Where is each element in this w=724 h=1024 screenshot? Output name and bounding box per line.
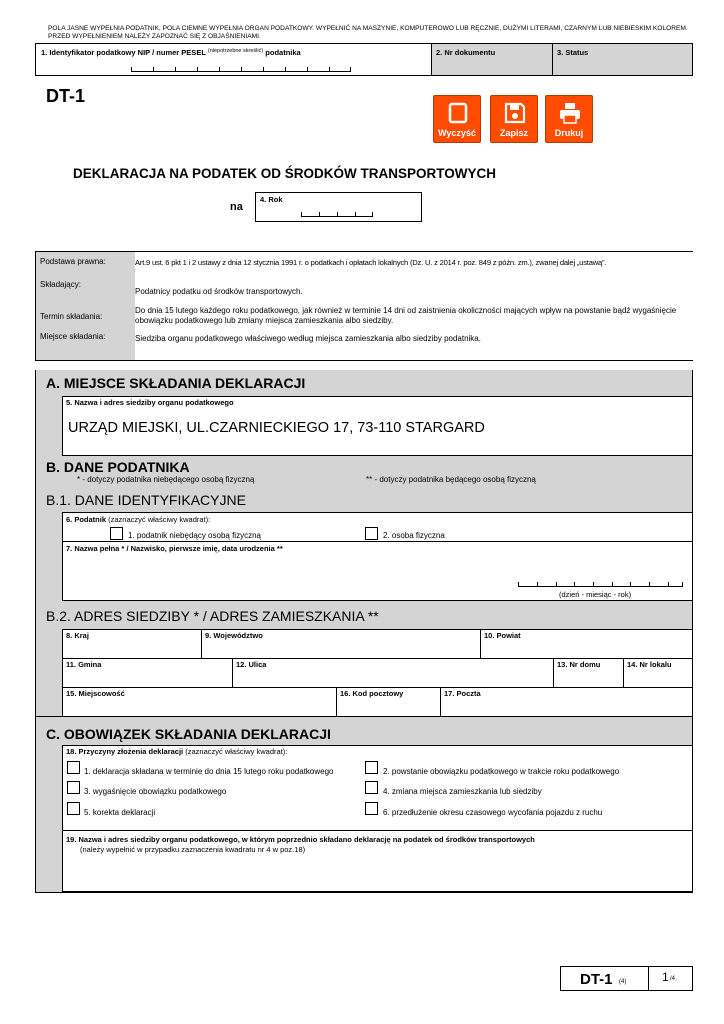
footer-total: /4 xyxy=(670,976,676,982)
field-voivodeship[interactable] xyxy=(201,629,481,659)
footer-code-box xyxy=(560,966,649,991)
field-reasons xyxy=(62,745,693,831)
date-hint: (dzień - miesiąc - rok) xyxy=(559,590,632,599)
section-c-title: C. OBOWIĄZEK SKŁADANIA DEKLARACJI xyxy=(46,726,331,742)
field-country[interactable] xyxy=(62,629,202,659)
field-postal-code[interactable] xyxy=(336,687,441,717)
checkbox-reason-3[interactable] xyxy=(67,781,80,794)
field14-label: 14. Nr lokalu xyxy=(627,660,672,669)
section-b1-title: B.1. DANE IDENTYFIKACYJNE xyxy=(46,492,246,508)
field8-label: 8. Kraj xyxy=(66,631,89,640)
place-label: Miejsce składania: xyxy=(40,332,106,341)
field1-suffix: podatnika xyxy=(265,48,301,57)
field-tax-office[interactable] xyxy=(62,396,693,456)
field-full-name[interactable] xyxy=(62,541,693,601)
field6-label: 6. Podatnik xyxy=(66,515,107,524)
print-label: Drukuj xyxy=(554,128,584,138)
print-button[interactable] xyxy=(545,95,593,143)
section-b-title: B. DANE PODATNIKA xyxy=(46,459,190,475)
field2-label: 2. Nr dokumentu xyxy=(436,48,496,57)
page-title: DEKLARACJA NA PODATEK OD ŚRODKÓW TRANSPORTOWYCH xyxy=(73,166,497,181)
field10-label: 10. Powiat xyxy=(484,631,521,640)
legal-basis-label: Podstawa prawna: xyxy=(40,257,106,266)
tax-office-value: URZĄD MIEJSKI, UL.CZARNIECKIEGO 17, 73-110 STARGARD xyxy=(68,420,485,436)
checkbox-natural-person[interactable] xyxy=(365,527,378,540)
checkbox-reason-4[interactable] xyxy=(365,781,378,794)
field-post-office[interactable] xyxy=(440,687,693,717)
field-municipality[interactable] xyxy=(62,658,233,688)
reason-6-text: 6. przedłużenie okresu czasowego wycofania pojazdu z ruchu xyxy=(383,808,603,817)
field1-note: (niepotrzebne skreślić) xyxy=(207,48,264,54)
year-ticks xyxy=(301,213,373,217)
place-text: Siedziba organu podatkowego właściwego według miejsca zamieszkania albo siedziby podatnika. xyxy=(135,334,481,343)
field-status xyxy=(552,43,693,76)
field11-label: 11. Gmina xyxy=(66,660,102,669)
info-box xyxy=(35,251,693,361)
field6-hint: (zaznaczyć właściwy kwadrat): xyxy=(108,515,211,524)
field19-label: 19. Nazwa i adres siedziby organu podatkowego, w którym poprzednio składano deklarację na podatek od środków transportowych xyxy=(66,835,535,844)
footer-version: (4) xyxy=(619,979,627,985)
field17-label: 17. Poczta xyxy=(444,689,481,698)
save-button[interactable] xyxy=(490,95,538,143)
field-house-number[interactable] xyxy=(553,658,624,688)
checkbox-reason-1[interactable] xyxy=(67,761,80,774)
year-prefix: na xyxy=(230,201,243,213)
deadline-text: Do dnia 15 lutego każdego roku podatkowego, jak również w terminie 14 dni od zaistnienia okoliczności mających wpływ na powstanie bądź wygaśnięcie obowiązku podatkowego lub zmiany miejsca zamieszkania albo siedziby. xyxy=(135,306,677,325)
checkbox-non-natural-person[interactable] xyxy=(110,527,123,540)
field16-label: 16. Kod pocztowy xyxy=(340,689,404,698)
field12-label: 12. Ulica xyxy=(236,660,267,669)
field-previous-office[interactable] xyxy=(62,830,693,892)
section-b-note1: * - dotyczy podatnika niebędącego osobą fizyczną xyxy=(77,475,255,484)
field3-label: 3. Status xyxy=(557,48,589,57)
field15-label: 15. Miejscowość xyxy=(66,689,125,698)
reason-2-text: 2. powstanie obowiązku podatkowego w trakcie roku podatkowego xyxy=(383,767,620,776)
field-year[interactable] xyxy=(255,192,422,222)
footer-page-box xyxy=(648,966,693,991)
header-instruction: POLA JASNE WYPEŁNIA PODATNIK, POLA CIEMNE WYPEŁNIA ORGAN PODATKOWY. WYPEŁNIĆ NA MASZYNIE, KOMPUTEROWO LUB RĘCZNIE, DUŻYMI LITERAMI, CZARNYM LUB NIEBIESKIM KOLOREM. PRZED WYPEŁNIENIEM NALEŻY ZAPOZNAĆ SIĘ Z OBJAŚNIENIAMI. xyxy=(48,25,688,40)
reason-5-text: 5. korekta deklaracji xyxy=(84,808,156,817)
field-nip-pesel[interactable] xyxy=(35,43,432,76)
floppy-disk-icon xyxy=(504,102,526,124)
clear-button[interactable] xyxy=(433,95,481,143)
section-b-note2: ** - dotyczy podatnika będącego osobą fizyczną xyxy=(366,475,536,484)
legal-basis-text: Art.9 ust. 6 pkt 1 i 2 ustawy z dnia 12 stycznia 1991 r. o podatkach i opłatach lokalnych (Dz. U. z 2014 r. poz. 849 z późn. zm.), zwanej dalej „ustawą”. xyxy=(135,258,607,267)
field-locality[interactable] xyxy=(62,687,337,717)
filer-label: Składający: xyxy=(40,280,81,289)
clear-label: Wyczyść xyxy=(438,128,476,138)
field13-label: 13. Nr domu xyxy=(557,660,601,669)
reason-1-text: 1. deklaracja składana w terminie do dnia 15 lutego roku podatkowego xyxy=(84,767,334,776)
field5-label: 5. Nazwa i adres siedziby organu podatkowego xyxy=(66,398,234,407)
checkbox-reason-5[interactable] xyxy=(67,802,80,815)
field-street[interactable] xyxy=(232,658,554,688)
reason-4-text: 4. zmiana miejsca zamieszkania lub siedziby xyxy=(383,787,542,796)
save-label: Zapisz xyxy=(499,128,528,138)
reason-3-text: 3. wygaśnięcie obowiązku podatkowego xyxy=(84,787,227,796)
printer-icon xyxy=(559,102,581,124)
checkbox-reason-2[interactable] xyxy=(365,761,378,774)
filer-text: Podatnicy podatku od środków transportowych. xyxy=(135,287,303,296)
form-code: DT-1 xyxy=(46,86,86,106)
field-taxpayer-type xyxy=(62,512,693,542)
blank-page-icon xyxy=(447,102,469,124)
field19-hint: (należy wypełnić w przypadku zaznaczenia kwadratu nr 4 w poz.18) xyxy=(80,845,306,854)
nip-ticks xyxy=(131,68,351,72)
footer-code: DT-1 xyxy=(580,971,613,988)
section-a-title: A. MIEJSCE SKŁADANIA DEKLARACJI xyxy=(46,375,306,391)
footer-page: 1 xyxy=(662,970,669,984)
checkbox-reason-6[interactable] xyxy=(365,802,378,815)
date-ticks xyxy=(518,583,683,587)
deadline-label: Termin składania: xyxy=(40,312,103,321)
field18-label: 18. Przyczyny złożenia deklaracji xyxy=(66,747,184,756)
field-county[interactable] xyxy=(480,629,693,659)
opt-non-natural-person: 1. podatnik niebędący osobą fizyczną xyxy=(128,531,261,540)
field18-hint: (zaznaczyć właściwy kwadrat): xyxy=(185,747,288,756)
field1-label: 1. Identyfikator podatkowy NIP / numer PESEL xyxy=(41,48,206,57)
field7-label: 7. Nazwa pełna * / Nazwisko, pierwsze imię, data urodzenia ** xyxy=(66,544,283,553)
opt-natural-person: 2. osoba fizyczna xyxy=(383,531,445,540)
year-label: 4. Rok xyxy=(260,195,283,204)
field9-label: 9. Województwo xyxy=(205,631,263,640)
field-doc-number xyxy=(431,43,553,76)
section-b2-title: B.2. ADRES SIEDZIBY * / ADRES ZAMIESZKANIA ** xyxy=(46,608,379,624)
field-apartment-number[interactable] xyxy=(623,658,693,688)
